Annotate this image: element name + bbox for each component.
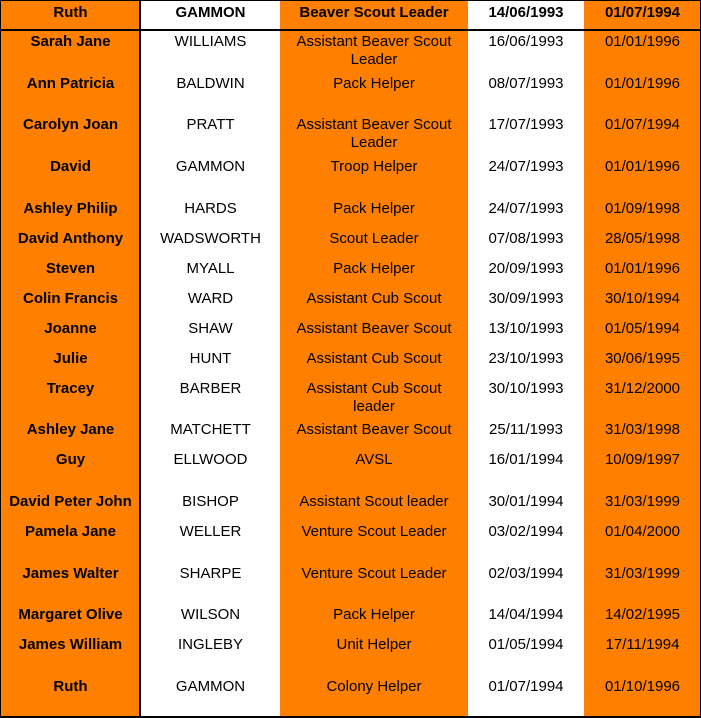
first-name-cell: Guy bbox=[55, 451, 86, 468]
surname-cell: SHAW bbox=[188, 320, 233, 337]
first-name-cell: David Anthony bbox=[17, 230, 124, 247]
surname-cell: HARDS bbox=[184, 200, 237, 217]
end-date-cell: 31/12/2000 bbox=[604, 380, 681, 397]
header-surname: GAMMON bbox=[175, 4, 246, 21]
role-cell: Pack Helper bbox=[333, 606, 415, 623]
role-cell: Assistant Cub Scout leader bbox=[306, 380, 442, 415]
role-cell: Pack Helper bbox=[333, 200, 415, 217]
start-date-cell: 23/10/1993 bbox=[488, 350, 564, 367]
role-cell: Venture Scout Leader bbox=[301, 565, 447, 582]
first-name-cell: Carolyn Joan bbox=[22, 116, 119, 133]
surname-cell: INGLEBY bbox=[177, 636, 244, 653]
surname-cell: PRATT bbox=[186, 116, 235, 133]
role-cell: Venture Scout Leader bbox=[301, 523, 447, 540]
role-cell: Assistant Cub Scout bbox=[306, 350, 442, 367]
first-name-cell: David Peter John bbox=[9, 493, 132, 510]
start-date-cell: 01/07/1994 bbox=[488, 678, 564, 695]
surname-cell: GAMMON bbox=[175, 678, 246, 695]
first-name-cell: Colin Francis bbox=[22, 290, 119, 307]
start-date-cell: 24/07/1993 bbox=[488, 158, 564, 175]
top-border bbox=[0, 0, 701, 1]
start-date-cell: 03/02/1994 bbox=[488, 523, 564, 540]
surname-cell: WARD bbox=[187, 290, 234, 307]
end-date-cell: 17/11/1994 bbox=[605, 636, 680, 653]
start-date-cell: 13/10/1993 bbox=[488, 320, 564, 337]
start-date-cell: 20/09/1993 bbox=[488, 260, 564, 277]
role-cell: Pack Helper bbox=[333, 75, 415, 92]
end-date-cell: 31/03/1999 bbox=[604, 565, 681, 582]
first-name-cell: Pamela Jane bbox=[25, 523, 116, 540]
first-name-cell: David bbox=[50, 158, 91, 175]
role-cell: AVSL bbox=[355, 451, 393, 468]
first-name-cell: Ashley Jane bbox=[26, 421, 115, 438]
end-date-cell: 10/09/1997 bbox=[604, 451, 681, 468]
start-date-cell: 30/10/1993 bbox=[488, 380, 564, 397]
column-divider-1 bbox=[139, 0, 141, 718]
start-date-cell: 16/01/1994 bbox=[488, 451, 564, 468]
start-date-cell: 01/05/1994 bbox=[488, 636, 564, 653]
start-date-cell: 24/07/1993 bbox=[488, 200, 564, 217]
header-end-date: 01/07/1994 bbox=[604, 4, 681, 21]
start-date-cell: 07/08/1993 bbox=[488, 230, 564, 247]
role-cell: Troop Helper bbox=[330, 158, 418, 175]
surname-cell: BISHOP bbox=[182, 493, 239, 510]
end-date-cell: 31/03/1999 bbox=[604, 493, 681, 510]
header-role: Beaver Scout Leader bbox=[299, 4, 449, 21]
surname-cell: MYALL bbox=[186, 260, 235, 277]
header-bottom-border bbox=[0, 29, 701, 31]
role-cell: Assistant Beaver Scout Leader bbox=[296, 116, 452, 151]
role-cell: Unit Helper bbox=[336, 636, 412, 653]
surname-cell: SHARPE bbox=[179, 565, 242, 582]
end-date-cell: 14/02/1995 bbox=[604, 606, 681, 623]
first-name-cell: Sarah Jane bbox=[30, 33, 111, 50]
first-name-cell: Tracey bbox=[46, 380, 95, 397]
first-name-cell: James William bbox=[18, 636, 123, 653]
end-date-cell: 01/01/1996 bbox=[604, 260, 681, 277]
surname-cell: WADSWORTH bbox=[160, 230, 261, 247]
end-date-cell: 01/04/2000 bbox=[604, 523, 681, 540]
first-name-cell: Margaret Olive bbox=[18, 606, 123, 623]
start-date-cell: 08/07/1993 bbox=[488, 75, 564, 92]
first-name-cell: James Walter bbox=[22, 565, 119, 582]
end-date-cell: 01/07/1994 bbox=[604, 116, 681, 133]
start-date-cell: 30/01/1994 bbox=[488, 493, 564, 510]
role-cell: Assistant Scout leader bbox=[299, 493, 449, 510]
start-date-cell: 30/09/1993 bbox=[488, 290, 564, 307]
role-cell: Colony Helper bbox=[326, 678, 422, 695]
start-date-cell: 14/04/1994 bbox=[488, 606, 564, 623]
end-date-cell: 01/01/1996 bbox=[604, 158, 681, 175]
role-cell: Assistant Beaver Scout bbox=[296, 421, 452, 438]
end-date-cell: 01/01/1996 bbox=[604, 75, 681, 92]
role-cell: Assistant Cub Scout bbox=[306, 290, 442, 307]
header-start-date: 14/06/1993 bbox=[488, 4, 564, 21]
first-name-cell: Joanne bbox=[44, 320, 97, 337]
first-name-cell: Steven bbox=[45, 260, 96, 277]
first-name-cell: Ann Patricia bbox=[26, 75, 115, 92]
role-cell: Pack Helper bbox=[333, 260, 415, 277]
start-date-cell: 25/11/1993 bbox=[489, 421, 563, 438]
surname-cell: GAMMON bbox=[175, 158, 246, 175]
end-date-cell: 28/05/1998 bbox=[604, 230, 681, 247]
end-date-cell: 01/09/1998 bbox=[604, 200, 681, 217]
surname-cell: BALDWIN bbox=[176, 75, 245, 92]
end-date-cell: 30/10/1994 bbox=[604, 290, 681, 307]
surname-cell: WILSON bbox=[180, 606, 241, 623]
role-cell: Assistant Beaver Scout Leader bbox=[296, 33, 452, 68]
first-name-cell: Ashley Philip bbox=[23, 200, 118, 217]
role-cell: Scout Leader bbox=[329, 230, 419, 247]
surname-cell: WELLER bbox=[179, 523, 242, 540]
first-name-cell: Julie bbox=[53, 350, 88, 367]
start-date-cell: 02/03/1994 bbox=[488, 565, 564, 582]
header-first-name: Ruth bbox=[53, 4, 88, 21]
end-date-cell: 01/10/1996 bbox=[604, 678, 681, 695]
surname-cell: ELLWOOD bbox=[173, 451, 248, 468]
end-date-cell: 31/03/1998 bbox=[604, 421, 681, 438]
start-date-cell: 17/07/1993 bbox=[488, 116, 564, 133]
first-name-cell: Ruth bbox=[53, 678, 88, 695]
surname-cell: WILLIAMS bbox=[174, 33, 247, 50]
role-cell: Assistant Beaver Scout bbox=[296, 320, 452, 337]
end-date-cell: 30/06/1995 bbox=[604, 350, 681, 367]
surname-cell: HUNT bbox=[189, 350, 232, 367]
end-date-cell: 01/01/1996 bbox=[604, 33, 681, 50]
start-date-cell: 16/06/1993 bbox=[488, 33, 564, 50]
surname-cell: BARBER bbox=[179, 380, 242, 397]
end-date-cell: 01/05/1994 bbox=[604, 320, 681, 337]
surname-cell: MATCHETT bbox=[170, 421, 251, 438]
left-border bbox=[0, 0, 1, 718]
